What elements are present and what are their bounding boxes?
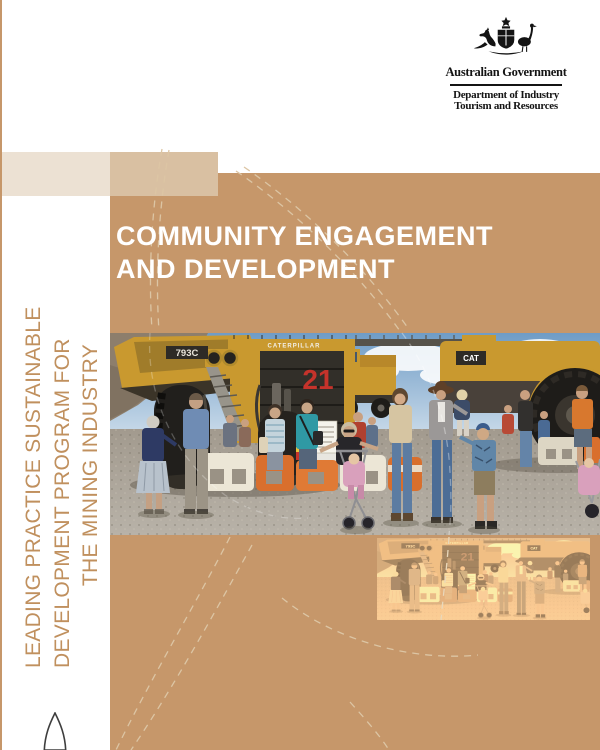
truck-brand-label: CATERPILLAR xyxy=(267,343,321,350)
leaf-logo-icon xyxy=(40,712,70,750)
government-label: Australian Government xyxy=(445,65,567,79)
program-line2: DEVELOPMENT PROGRAM FOR xyxy=(50,338,74,668)
crest-divider xyxy=(450,84,562,86)
tan-band-top xyxy=(218,173,600,196)
government-crest xyxy=(440,16,572,113)
program-title xyxy=(20,306,106,668)
accent-block-mid xyxy=(110,152,218,196)
page-title xyxy=(116,220,493,286)
truck-model-label: 793C xyxy=(175,348,199,359)
program-line1: LEADING PRACTICE SUSTAINABLE xyxy=(22,306,45,668)
left-accent-line xyxy=(0,0,2,750)
cat-logo-label: CAT xyxy=(463,354,479,363)
mining-open-day-photo xyxy=(110,333,600,535)
department-line2: Tourism and Resources xyxy=(454,100,558,112)
accent-block-light xyxy=(2,152,110,196)
coat-of-arms-icon xyxy=(460,16,552,62)
program-line3: THE MINING INDUSTRY xyxy=(79,344,102,587)
department-line1: Department of Industry xyxy=(453,88,559,101)
title-line2: AND DEVELOPMENT xyxy=(116,254,396,284)
mining-photo-ghost xyxy=(377,538,590,620)
title-line1: COMMUNITY ENGAGEMENT xyxy=(116,221,494,251)
truck-number-label: 21 xyxy=(302,364,334,395)
